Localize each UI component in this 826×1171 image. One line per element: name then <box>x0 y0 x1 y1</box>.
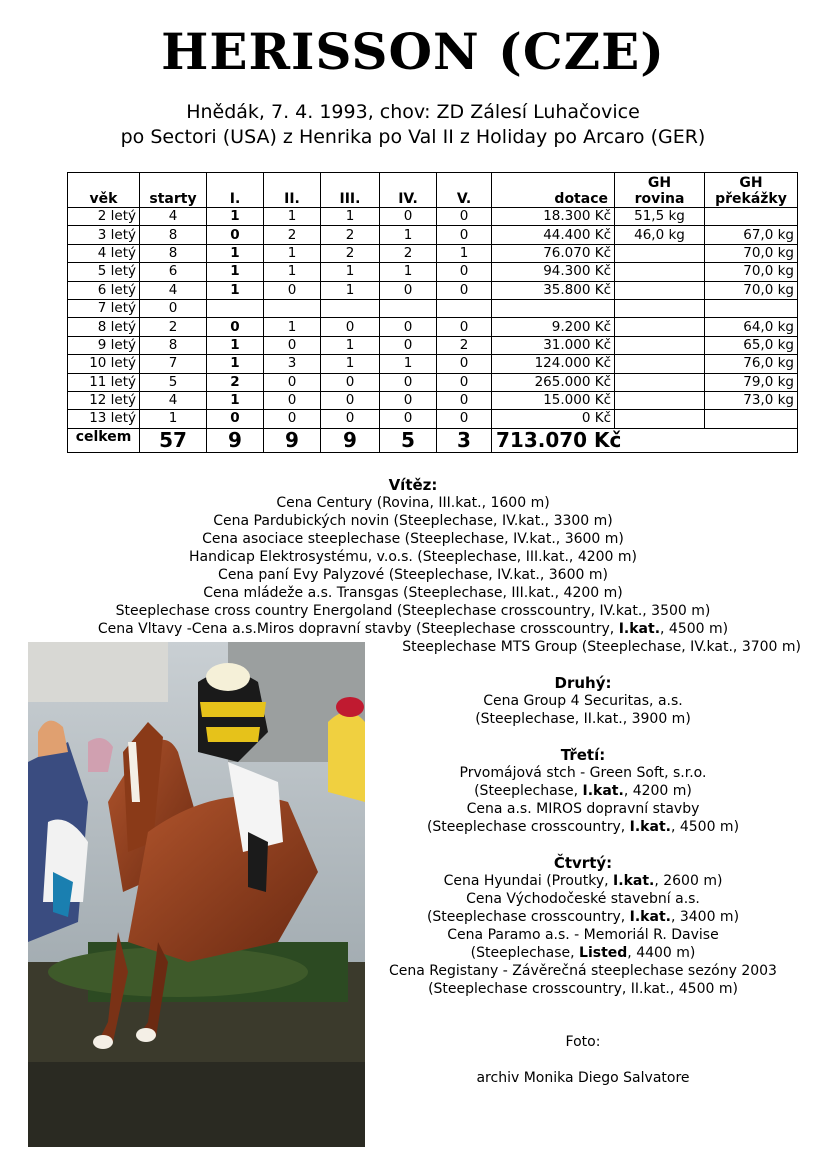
cell-fifth: 0 <box>437 263 492 281</box>
cell-gh-jumps: 64,0 kg <box>705 318 798 336</box>
cell-gh-jumps: 67,0 kg <box>705 226 798 244</box>
cell-third: 2 <box>321 244 380 262</box>
cell-prize: 124.000 Kč <box>492 355 615 373</box>
cell-first <box>207 299 264 317</box>
table-header-row <box>68 173 798 208</box>
cell-fifth: 0 <box>437 373 492 391</box>
cell-fourth: 2 <box>380 244 437 262</box>
winner-race-last <box>365 638 801 656</box>
cell-age: 2 letý <box>68 208 140 226</box>
cell-starts: 1 <box>140 410 207 428</box>
cell-third: 1 <box>321 263 380 281</box>
cell-prize: 0 Kč <box>492 410 615 428</box>
cell-fifth: 0 <box>437 391 492 409</box>
cell-gh-flat <box>615 355 705 373</box>
cell-prize: 9.200 Kč <box>492 318 615 336</box>
race-category: I.kat. <box>629 909 671 925</box>
winner-race: Cena paní Evy Palyzové (Steeplechase, IV.kat., 3600 m) <box>218 567 608 583</box>
race-category: I.kat. <box>618 621 661 637</box>
cell-third: 1 <box>321 281 380 299</box>
table-row <box>68 208 798 226</box>
cell-prize: 35.800 Kč <box>492 281 615 299</box>
cell-prize: 31.000 Kč <box>492 336 615 354</box>
cell-fourth: 0 <box>380 318 437 336</box>
race-text: , 4500 m) <box>670 819 740 835</box>
cell-first: 0 <box>207 318 264 336</box>
total-fifth: 3 <box>437 428 492 452</box>
cell-starts: 5 <box>140 373 207 391</box>
cell-gh-jumps: 70,0 kg <box>705 281 798 299</box>
cell-gh-flat: 46,0 kg <box>615 226 705 244</box>
third-race <box>365 818 801 836</box>
cell-prize: 15.000 Kč <box>492 391 615 409</box>
cell-gh-jumps: 65,0 kg <box>705 336 798 354</box>
cell-gh-flat <box>615 373 705 391</box>
cell-third: 1 <box>321 208 380 226</box>
cell-second: 0 <box>264 410 321 428</box>
race-category: I.kat. <box>582 783 624 799</box>
cell-prize: 265.000 Kč <box>492 373 615 391</box>
col-first-header: I. <box>207 173 264 208</box>
pedigree-line: po Sectori (USA) z Henrika po Val II z Holiday po Arcaro (GER) <box>120 126 706 148</box>
cell-age: 7 letý <box>68 299 140 317</box>
cell-starts: 4 <box>140 391 207 409</box>
cell-starts: 4 <box>140 208 207 226</box>
race-text: (Steeplechase crosscountry, <box>426 819 630 835</box>
race-text: , 4200 m) <box>623 783 692 799</box>
cell-third: 0 <box>321 410 380 428</box>
col-age-header: věk <box>68 173 140 208</box>
cell-gh-flat <box>615 281 705 299</box>
cell-first: 0 <box>207 226 264 244</box>
gh-flat-label-2: rovina <box>634 191 685 207</box>
total-starts: 57 <box>140 428 207 452</box>
cell-age: 3 letý <box>68 226 140 244</box>
cell-fifth: 0 <box>437 318 492 336</box>
winner-race: Cena asociace steeplechase (Steeplechase, IV.kat., 3600 m) <box>202 531 624 547</box>
winner-heading: Vítěz: <box>388 476 438 494</box>
cell-second: 1 <box>264 244 321 262</box>
cell-age: 6 letý <box>68 281 140 299</box>
cell-gh-jumps: 79,0 kg <box>705 373 798 391</box>
cell-age: 8 letý <box>68 318 140 336</box>
col-second-header: II. <box>264 173 321 208</box>
cell-gh-jumps <box>705 299 798 317</box>
cell-second <box>264 299 321 317</box>
cell-gh-jumps <box>705 208 798 226</box>
winner-section <box>0 476 826 638</box>
race-photo <box>28 642 365 1147</box>
cell-age: 9 letý <box>68 336 140 354</box>
third-race: Prvomájová stch - Green Soft, s.r.o. <box>459 765 707 781</box>
fourth-heading: Čtvrtý: <box>553 854 613 872</box>
cell-fourth: 0 <box>380 208 437 226</box>
race-text: , 2600 m) <box>654 873 723 889</box>
race-category: I.kat. <box>613 873 655 889</box>
fourth-race: Cena Paramo a.s. - Memoriál R. Davise <box>447 927 719 943</box>
total-row <box>68 428 798 452</box>
table-row <box>68 244 798 262</box>
third-place-section <box>365 746 801 836</box>
cell-gh-flat <box>615 263 705 281</box>
winner-race <box>0 620 826 638</box>
race-text: Steeplechase MTS Group (Steeplechase, IV.kat., 3700 m) <box>402 639 801 655</box>
col-gh-jumps-header <box>705 173 798 208</box>
career-stats-table <box>67 172 798 453</box>
cell-second: 0 <box>264 391 321 409</box>
cell-gh-flat <box>615 299 705 317</box>
cell-third <box>321 299 380 317</box>
cell-fourth: 1 <box>380 263 437 281</box>
cell-fifth: 0 <box>437 410 492 428</box>
race-text: Cena Hyundai (Proutky, <box>443 873 614 889</box>
table-row <box>68 226 798 244</box>
col-fifth-header: V. <box>437 173 492 208</box>
fourth-race: (Steeplechase crosscountry, II.kat., 4500 m) <box>428 981 738 997</box>
cell-gh-flat <box>615 391 705 409</box>
race-text: (Steeplechase crosscountry, <box>426 909 630 925</box>
cell-prize <box>492 299 615 317</box>
winner-race: Steeplechase cross country Energoland (Steeplechase crosscountry, IV.kat., 3500 m) <box>115 603 711 619</box>
cell-first: 1 <box>207 244 264 262</box>
total-second: 9 <box>264 428 321 452</box>
total-fourth: 5 <box>380 428 437 452</box>
table-row <box>68 410 798 428</box>
gh-jumps-label-1: GH <box>739 175 763 191</box>
cell-starts: 8 <box>140 336 207 354</box>
cell-fifth: 2 <box>437 336 492 354</box>
cell-gh-flat: 51,5 kg <box>615 208 705 226</box>
winner-race: Cena Pardubických novin (Steeplechase, IV.kat., 3300 m) <box>213 513 613 529</box>
cell-third: 0 <box>321 391 380 409</box>
cell-fourth: 0 <box>380 410 437 428</box>
cell-starts: 8 <box>140 226 207 244</box>
table-row <box>68 336 798 354</box>
second-place-section <box>365 674 801 728</box>
fourth-race <box>365 908 801 926</box>
cell-gh-jumps <box>705 410 798 428</box>
cell-fifth: 0 <box>437 208 492 226</box>
cell-prize: 18.300 Kč <box>492 208 615 226</box>
table-row <box>68 373 798 391</box>
cell-first: 1 <box>207 263 264 281</box>
cell-second: 0 <box>264 373 321 391</box>
cell-gh-jumps: 70,0 kg <box>705 263 798 281</box>
cell-fourth: 0 <box>380 391 437 409</box>
fourth-race <box>365 872 801 890</box>
cell-second: 1 <box>264 208 321 226</box>
cell-age: 10 letý <box>68 355 140 373</box>
cell-fifth: 0 <box>437 226 492 244</box>
cell-first: 1 <box>207 391 264 409</box>
cell-third: 0 <box>321 318 380 336</box>
table-row <box>68 318 798 336</box>
second-race: (Steeplechase, II.kat., 3900 m) <box>475 711 691 727</box>
cell-first: 2 <box>207 373 264 391</box>
cell-age: 4 letý <box>68 244 140 262</box>
col-gh-flat-header <box>615 173 705 208</box>
second-heading: Druhý: <box>554 674 612 692</box>
table-row <box>68 355 798 373</box>
cell-second: 3 <box>264 355 321 373</box>
cell-fourth: 0 <box>380 373 437 391</box>
cell-first: 1 <box>207 355 264 373</box>
photo-credit-label: Foto: <box>565 1034 601 1050</box>
col-third-header: III. <box>321 173 380 208</box>
fourth-race: Cena Východočeské stavební a.s. <box>466 891 700 907</box>
cell-first: 1 <box>207 281 264 299</box>
race-text: (Steeplechase, <box>474 783 583 799</box>
cell-starts: 0 <box>140 299 207 317</box>
cell-first: 1 <box>207 208 264 226</box>
cell-gh-flat <box>615 410 705 428</box>
col-prize-header: dotace <box>492 173 615 208</box>
cell-fourth <box>380 299 437 317</box>
horse-jockey-photo-image <box>28 642 365 1147</box>
cell-age: 13 letý <box>68 410 140 428</box>
race-text: , 3400 m) <box>670 909 740 925</box>
cell-first: 0 <box>207 410 264 428</box>
cell-third: 0 <box>321 373 380 391</box>
cell-starts: 6 <box>140 263 207 281</box>
total-first: 9 <box>207 428 264 452</box>
winner-race: Cena Century (Rovina, III.kat., 1600 m) <box>276 495 550 511</box>
col-starts-header: starty <box>140 173 207 208</box>
cell-fifth: 0 <box>437 355 492 373</box>
third-heading: Třetí: <box>560 746 606 764</box>
col-fourth-header: IV. <box>380 173 437 208</box>
cell-third: 2 <box>321 226 380 244</box>
cell-fourth: 0 <box>380 281 437 299</box>
cell-fifth: 0 <box>437 281 492 299</box>
race-text: , 4500 m) <box>660 621 729 637</box>
third-race <box>365 782 801 800</box>
cell-starts: 7 <box>140 355 207 373</box>
cell-fourth: 1 <box>380 355 437 373</box>
winner-race: Handicap Elektrosystému, v.o.s. (Steeplechase, III.kat., 4200 m) <box>188 549 638 565</box>
cell-second: 2 <box>264 226 321 244</box>
fourth-place-section <box>365 854 801 998</box>
cell-gh-jumps: 73,0 kg <box>705 391 798 409</box>
race-text: Cena Vltavy -Cena a.s.Miros dopravní stavby (Steeplechase crosscountry, <box>97 621 619 637</box>
table-row <box>68 391 798 409</box>
table-row <box>68 281 798 299</box>
cell-gh-flat <box>615 336 705 354</box>
total-label: celkem <box>68 428 140 452</box>
cell-fifth <box>437 299 492 317</box>
gh-jumps-label-2: překážky <box>715 191 787 207</box>
fourth-race <box>365 944 801 962</box>
race-category: I.kat. <box>629 819 671 835</box>
race-text: , 4400 m) <box>627 945 696 961</box>
horse-info-line: Hnědák, 7. 4. 1993, chov: ZD Zálesí Luhačovice <box>186 101 640 123</box>
cell-second: 1 <box>264 263 321 281</box>
race-category: Listed <box>579 945 628 961</box>
table-row <box>68 299 798 317</box>
cell-starts: 8 <box>140 244 207 262</box>
cell-third: 1 <box>321 355 380 373</box>
cell-gh-flat <box>615 318 705 336</box>
cell-starts: 4 <box>140 281 207 299</box>
gh-flat-label-1: GH <box>647 175 672 191</box>
cell-fifth: 1 <box>437 244 492 262</box>
horse-name-title: HERISSON (CZE) <box>161 22 665 81</box>
cell-third: 1 <box>321 336 380 354</box>
cell-fourth: 1 <box>380 226 437 244</box>
cell-first: 1 <box>207 336 264 354</box>
cell-starts: 2 <box>140 318 207 336</box>
cell-gh-jumps: 76,0 kg <box>705 355 798 373</box>
fourth-race: Cena Registany - Závěrečná steeplechase sezóny 2003 <box>389 963 777 979</box>
total-prize: 713.070 Kč <box>492 428 798 452</box>
cell-age: 5 letý <box>68 263 140 281</box>
photo-credit: archiv Monika Diego Salvatore <box>476 1070 690 1086</box>
cell-age: 12 letý <box>68 391 140 409</box>
cell-prize: 94.300 Kč <box>492 263 615 281</box>
cell-age: 11 letý <box>68 373 140 391</box>
cell-gh-jumps: 70,0 kg <box>705 244 798 262</box>
third-race: Cena a.s. MIROS dopravní stavby <box>466 801 700 817</box>
cell-second: 0 <box>264 336 321 354</box>
total-third: 9 <box>321 428 380 452</box>
winner-race: Cena mládeže a.s. Transgas (Steeplechase, III.kat., 4200 m) <box>203 585 623 601</box>
cell-gh-flat <box>615 244 705 262</box>
cell-second: 0 <box>264 281 321 299</box>
cell-prize: 44.400 Kč <box>492 226 615 244</box>
second-race: Cena Group 4 Securitas, a.s. <box>483 693 683 709</box>
cell-second: 1 <box>264 318 321 336</box>
race-text: (Steeplechase, <box>470 945 580 961</box>
cell-fourth: 0 <box>380 336 437 354</box>
table-row <box>68 263 798 281</box>
cell-prize: 76.070 Kč <box>492 244 615 262</box>
